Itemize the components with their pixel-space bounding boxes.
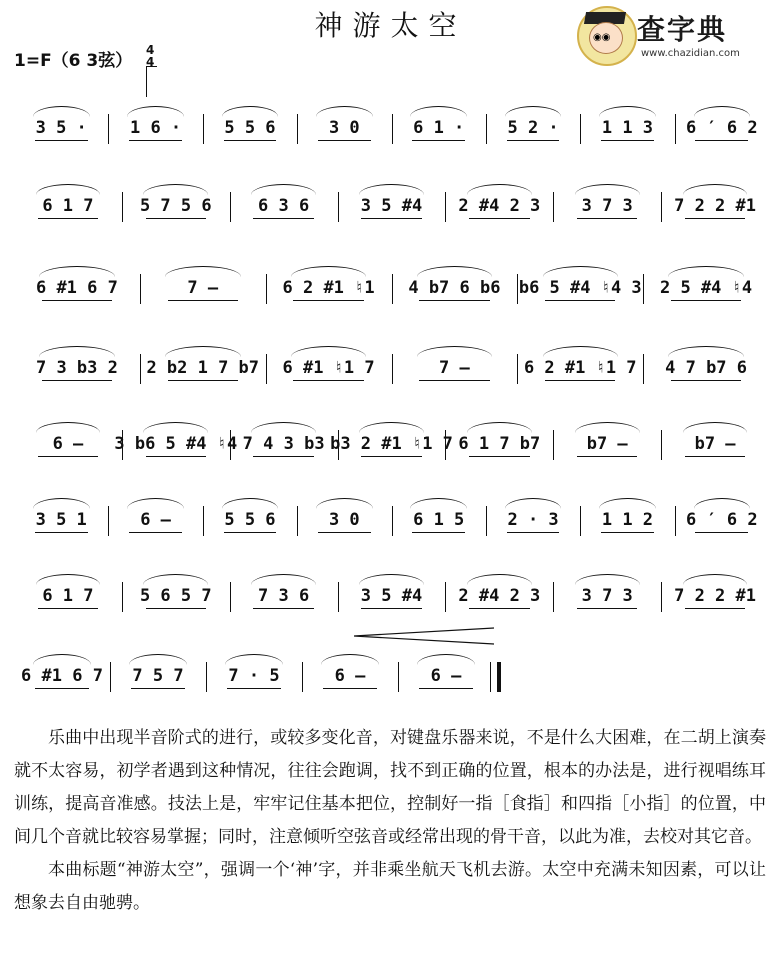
beam: [545, 300, 615, 301]
beam: [35, 532, 88, 533]
beam: [146, 608, 206, 609]
measure: b3 2 #1 ♮1 7: [330, 434, 453, 454]
beam: [253, 456, 313, 457]
beam: [131, 688, 185, 689]
measure: 3 5 ·: [35, 118, 87, 138]
beam: [38, 456, 98, 457]
measure: 6 #1 6 7: [35, 278, 118, 298]
measure: 5 5 6: [224, 118, 276, 138]
score-line: [14, 640, 769, 712]
final-bar-line: [490, 662, 501, 692]
beam: [38, 218, 98, 219]
beam: [419, 380, 489, 381]
measure: 4 b7 6 b6: [408, 278, 501, 298]
measure: 2 5 #4 ♮4: [660, 278, 753, 298]
measure: 6 1 ·: [413, 118, 465, 138]
measure: 7 5 7: [132, 666, 184, 686]
beam: [42, 300, 112, 301]
beam: [601, 532, 654, 533]
measure: 6 2 #1 ♮1: [282, 278, 375, 298]
beam: [168, 380, 238, 381]
score-line: [14, 252, 769, 324]
measure: 6 #1 ♮1 7: [282, 358, 375, 378]
beam: [146, 456, 206, 457]
glasses-icon: ◉◉: [593, 32, 611, 43]
beam: [469, 608, 529, 609]
beam: [695, 140, 748, 141]
beam: [577, 218, 637, 219]
measure: 2 #4 2 3: [458, 586, 541, 606]
measure: 7 –: [187, 278, 219, 298]
meter-top: 4: [146, 43, 155, 57]
measure: 5 6 5 7: [139, 586, 212, 606]
measure: 7 2 2 #1: [674, 586, 756, 606]
logo-url: www.chazidian.com: [641, 48, 740, 59]
score-line: [14, 408, 769, 480]
measure: 5 5 6: [224, 510, 276, 530]
measure: 3 5 #4: [360, 586, 423, 606]
score-line: [14, 560, 769, 632]
measure: 6 1 5: [413, 510, 465, 530]
beam: [685, 608, 745, 609]
paragraph: 乐曲中出现半音阶式的进行，或较多变化音，对键盘乐器来说，不是什么大困难，在二胡上演奏就不太容易，初学者遇到这种情况，往往会跑调，找不到正确的位置，根本的办法是，进行视唱练耳训练，提高音准感。技法上是，牢牢记住基本把位，控制好一指［食指］和四指［小指］的位置，中间几个音就比较容易掌握；同时，注意倾听空弦音或经常出现的骨干音，以此为准，去校对其它音。: [14, 728, 766, 847]
score-line: [14, 484, 769, 556]
beam: [412, 140, 465, 141]
page-title: 神游太空: [314, 9, 467, 42]
beam: [318, 532, 371, 533]
beam: [35, 688, 89, 689]
measure: 6 –: [140, 510, 171, 530]
beam: [361, 456, 421, 457]
beam: [361, 218, 421, 219]
beam: [35, 140, 88, 141]
beam: [671, 300, 741, 301]
beam: [507, 140, 560, 141]
measure: b7 –: [694, 434, 736, 454]
measure: 7 –: [439, 358, 470, 378]
beam: [601, 140, 654, 141]
measure: 3 7 3: [581, 586, 633, 606]
score-line: [14, 92, 769, 164]
measure: 6 3 6: [258, 196, 310, 216]
beam: [224, 532, 277, 533]
site-logo[interactable]: [577, 4, 767, 66]
logo-brand: 查字典: [637, 13, 728, 46]
meter-bottom: 4: [146, 55, 155, 69]
measure: 1 1 2: [601, 510, 654, 530]
commentary: [14, 722, 766, 920]
measure: 6 1 7: [42, 586, 94, 606]
measure: 6 2 #1 ♮1 7: [523, 358, 637, 378]
measure: 6 1 7: [42, 196, 94, 216]
beam: [38, 608, 98, 609]
measure: 6 1 7 b7: [458, 434, 541, 454]
beam: [507, 532, 560, 533]
measure: b6 5 #4 ♮4 3: [518, 278, 642, 298]
measure: 4 7 b7 6: [665, 358, 748, 378]
measure: 1 1 3: [601, 118, 654, 138]
measure: 3 7 3: [581, 196, 633, 216]
beam: [253, 608, 313, 609]
paragraph: 本曲标题“神游太空”，强调一个‘神’字，并非乘坐航天飞机去游。太空中充满未知因素，可以让想象去自由驰骋。: [14, 860, 766, 913]
beam: [671, 380, 741, 381]
measure: 2 · 3: [507, 510, 559, 530]
score-line: [14, 332, 769, 404]
measure: 7 3 6: [258, 586, 310, 606]
beam: [224, 140, 277, 141]
beam: [412, 532, 465, 533]
measure: 6 #1 6 7: [21, 666, 103, 686]
beam: [685, 218, 745, 219]
beam: [253, 218, 313, 219]
beam: [577, 608, 637, 609]
measure: 3 b6 5 #4 ♮4: [114, 434, 238, 454]
measure: 7 · 5: [228, 666, 280, 686]
measure: 7 2 2 #1: [674, 196, 756, 216]
beam: [227, 688, 281, 689]
key-signature: 1=F（6 3弦）: [14, 51, 133, 71]
beam: [129, 140, 182, 141]
measure: 6 –: [52, 434, 84, 454]
measure: 7 3 b3 2: [35, 358, 118, 378]
decrescendo-mark: [354, 626, 494, 646]
beam: [293, 300, 363, 301]
beam: [293, 380, 363, 381]
measure: 3 0: [328, 118, 360, 138]
beam: [168, 300, 238, 301]
beam: [419, 300, 489, 301]
measure: b7 –: [586, 434, 628, 454]
beam: [469, 456, 529, 457]
beam: [577, 456, 637, 457]
score-line: [14, 170, 769, 242]
measure: 6 ′ 6 2: [685, 118, 758, 138]
beam: [129, 532, 182, 533]
measure: 6 –: [430, 666, 462, 686]
measure: 2 #4 2 3: [458, 196, 541, 216]
beam: [146, 218, 206, 219]
time-signature: [146, 44, 154, 68]
beam: [42, 380, 112, 381]
measure: 1 6 ·: [129, 118, 182, 138]
beam: [469, 218, 529, 219]
measure: 6 –: [334, 666, 366, 686]
measure: 2 b2 1 7 b7: [146, 358, 260, 378]
beam: [318, 140, 371, 141]
measure: 7 4 3 b3: [242, 434, 325, 454]
measure: 3 5 #4: [360, 196, 423, 216]
beam: [695, 532, 748, 533]
beam: [419, 688, 473, 689]
beam: [323, 688, 377, 689]
beam: [361, 608, 421, 609]
measure: 5 7 5 6: [139, 196, 212, 216]
measure: 6 ′ 6 2: [685, 510, 758, 530]
measure: 5 2 ·: [507, 118, 559, 138]
beam: [545, 380, 615, 381]
measure: 3 5 1: [35, 510, 87, 530]
beam: [685, 456, 745, 457]
measure: 3 0: [328, 510, 360, 530]
